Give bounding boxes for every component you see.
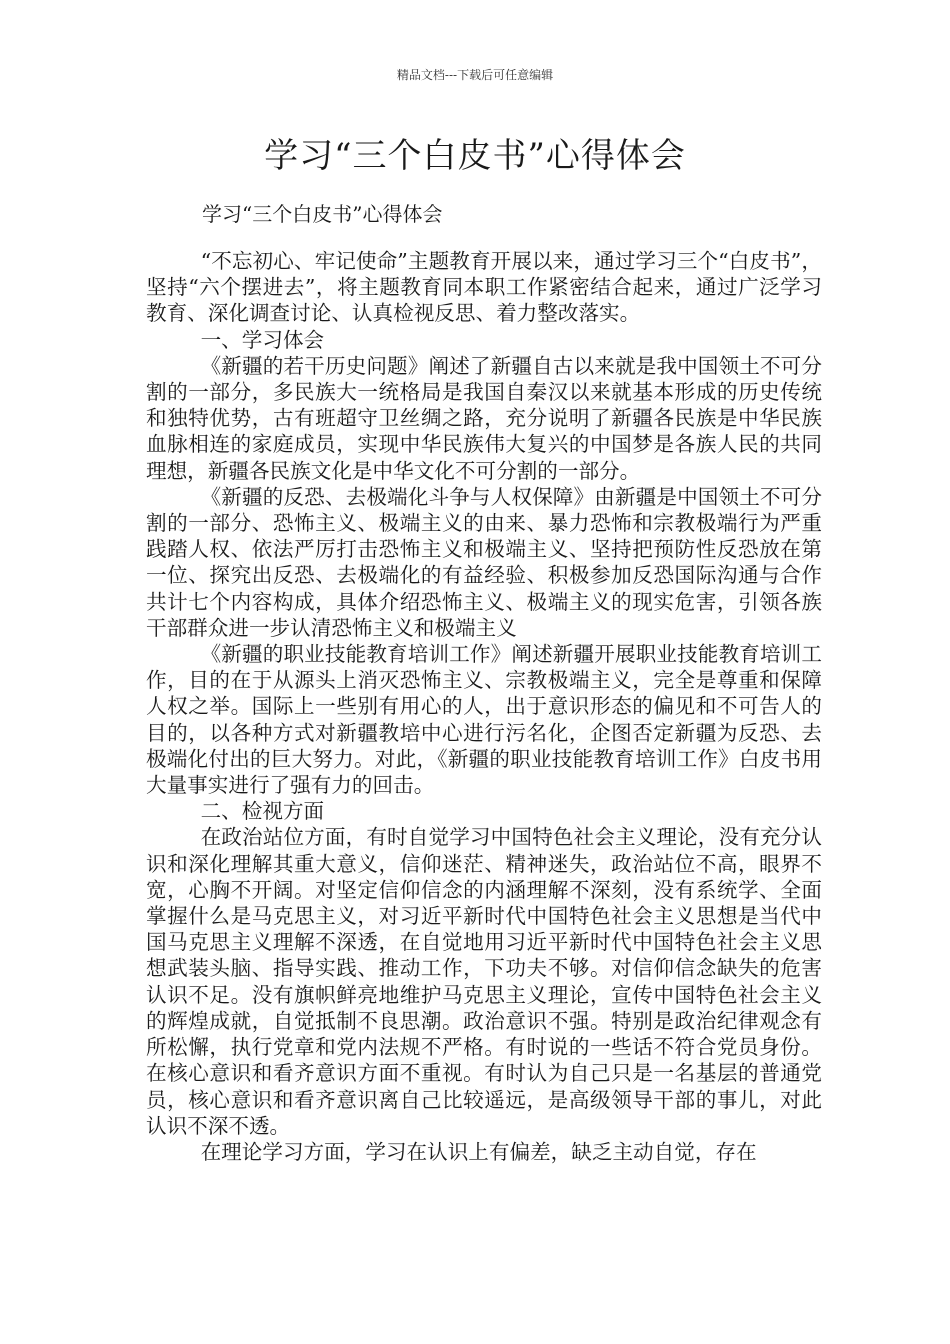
document-body (146, 248, 822, 1165)
paragraph-political: 在政治站位方面，有时自觉学习中国特色社会主义理论，没有充分认识和深化理解其重大意义，信仰迷茫、精神迷失，政治站位不高，眼界不宽，心胸不开阔。对坚定信仰信念的内涵理解不深刻，没有系统学、全面掌握什么是马克思主义，对习近平新时代中国特色社会主义思想是当代中国马克思主义理解不深透，在自觉地用习近平新时代中国特色社会主义思想武装头脑、指导实践、推动工作，下功夫不够。对信仰信念缺失的危害认识不足。没有旗帜鲜亮地维护马克思主义理论，宣传中国特色社会主义的辉煌成就，自觉抵制不良思潮。政治意识不强。特别是政治纪律观念有所松懈，执行党章和党内法规不严格。有时说的一些话不符合党员身份。在核心意识和看齐意识方面不重视。有时认为自己只是一名基层的普通党员，核心意识和看齐意识离自己比较遥远，是高级领导干部的事儿，对此认识不深不透。 (146, 825, 822, 1138)
paragraph-theory: 在理论学习方面，学习在认识上有偏差，缺乏主动自觉，存在 (200, 1139, 757, 1164)
document-title: 学习“三个白皮书”心得体会 (264, 136, 686, 176)
paragraph-vocational: 《新疆的职业技能教育培训工作》阐述新疆开展职业技能教育培训工作，目的在于从源头上消灭恐怖主义、宗教极端主义，完全是尊重和保障人权之举。国际上一些别有用心的人，出于意识形态的偏见和不可告人的目的，以各种方式对新疆教培中心进行污名化，企图否定新疆为反恐、去极端化付出的巨大努力。对此，《新疆的职业技能教育培训工作》白皮书用大量事实进行了强有力的回击。 (146, 642, 822, 798)
paragraph-intro: “不忘初心、牢记使命”主题教育开展以来，通过学习三个“白皮书”，坚持“六个摆进去”，将主题教育同本职工作紧密结合起来，通过广泛学习教育、深化调查讨论、认真检视反思、着力整改落实。 (146, 249, 822, 326)
document-subtitle: 学习“三个白皮书”心得体会 (202, 202, 443, 226)
header-note: 精品文档---下载后可任意编辑 (396, 68, 554, 82)
section-heading-review: 二、检视方面 (200, 799, 325, 824)
section-heading-study: 一、学习体会 (200, 327, 325, 352)
paragraph-antiterrorism: 《新疆的反恐、去极端化斗争与人权保障》由新疆是中国领土不可分割的一部分、恐怖主义、极端主义的由来、暴力恐怖和宗教极端行为严重践踏人权、依法严厉打击恐怖主义和极端主义、坚持把预防性反恐放在第一位、探究出反恐、去极端化的有益经验、积极参加反恐国际沟通与合作共计七个内容构成，具体介绍恐怖主义、极端主义的现实危害，引领各族干部群众进一步认清恐怖主义和极端主义 (146, 484, 822, 640)
paragraph-history: 《新疆的若干历史问题》阐述了新疆自古以来就是我中国领土不可分割的一部分，多民族大一统格局是我国自秦汉以来就基本形成的历史传统和独特优势，古有班超守卫丝绸之路，充分说明了新疆各民族是中华民族血脉相连的家庭成员，实现中华民族伟大复兴的中国梦是各族人民的共同理想，新疆各民族文化是中华文化不可分割的一部分。 (146, 353, 822, 483)
